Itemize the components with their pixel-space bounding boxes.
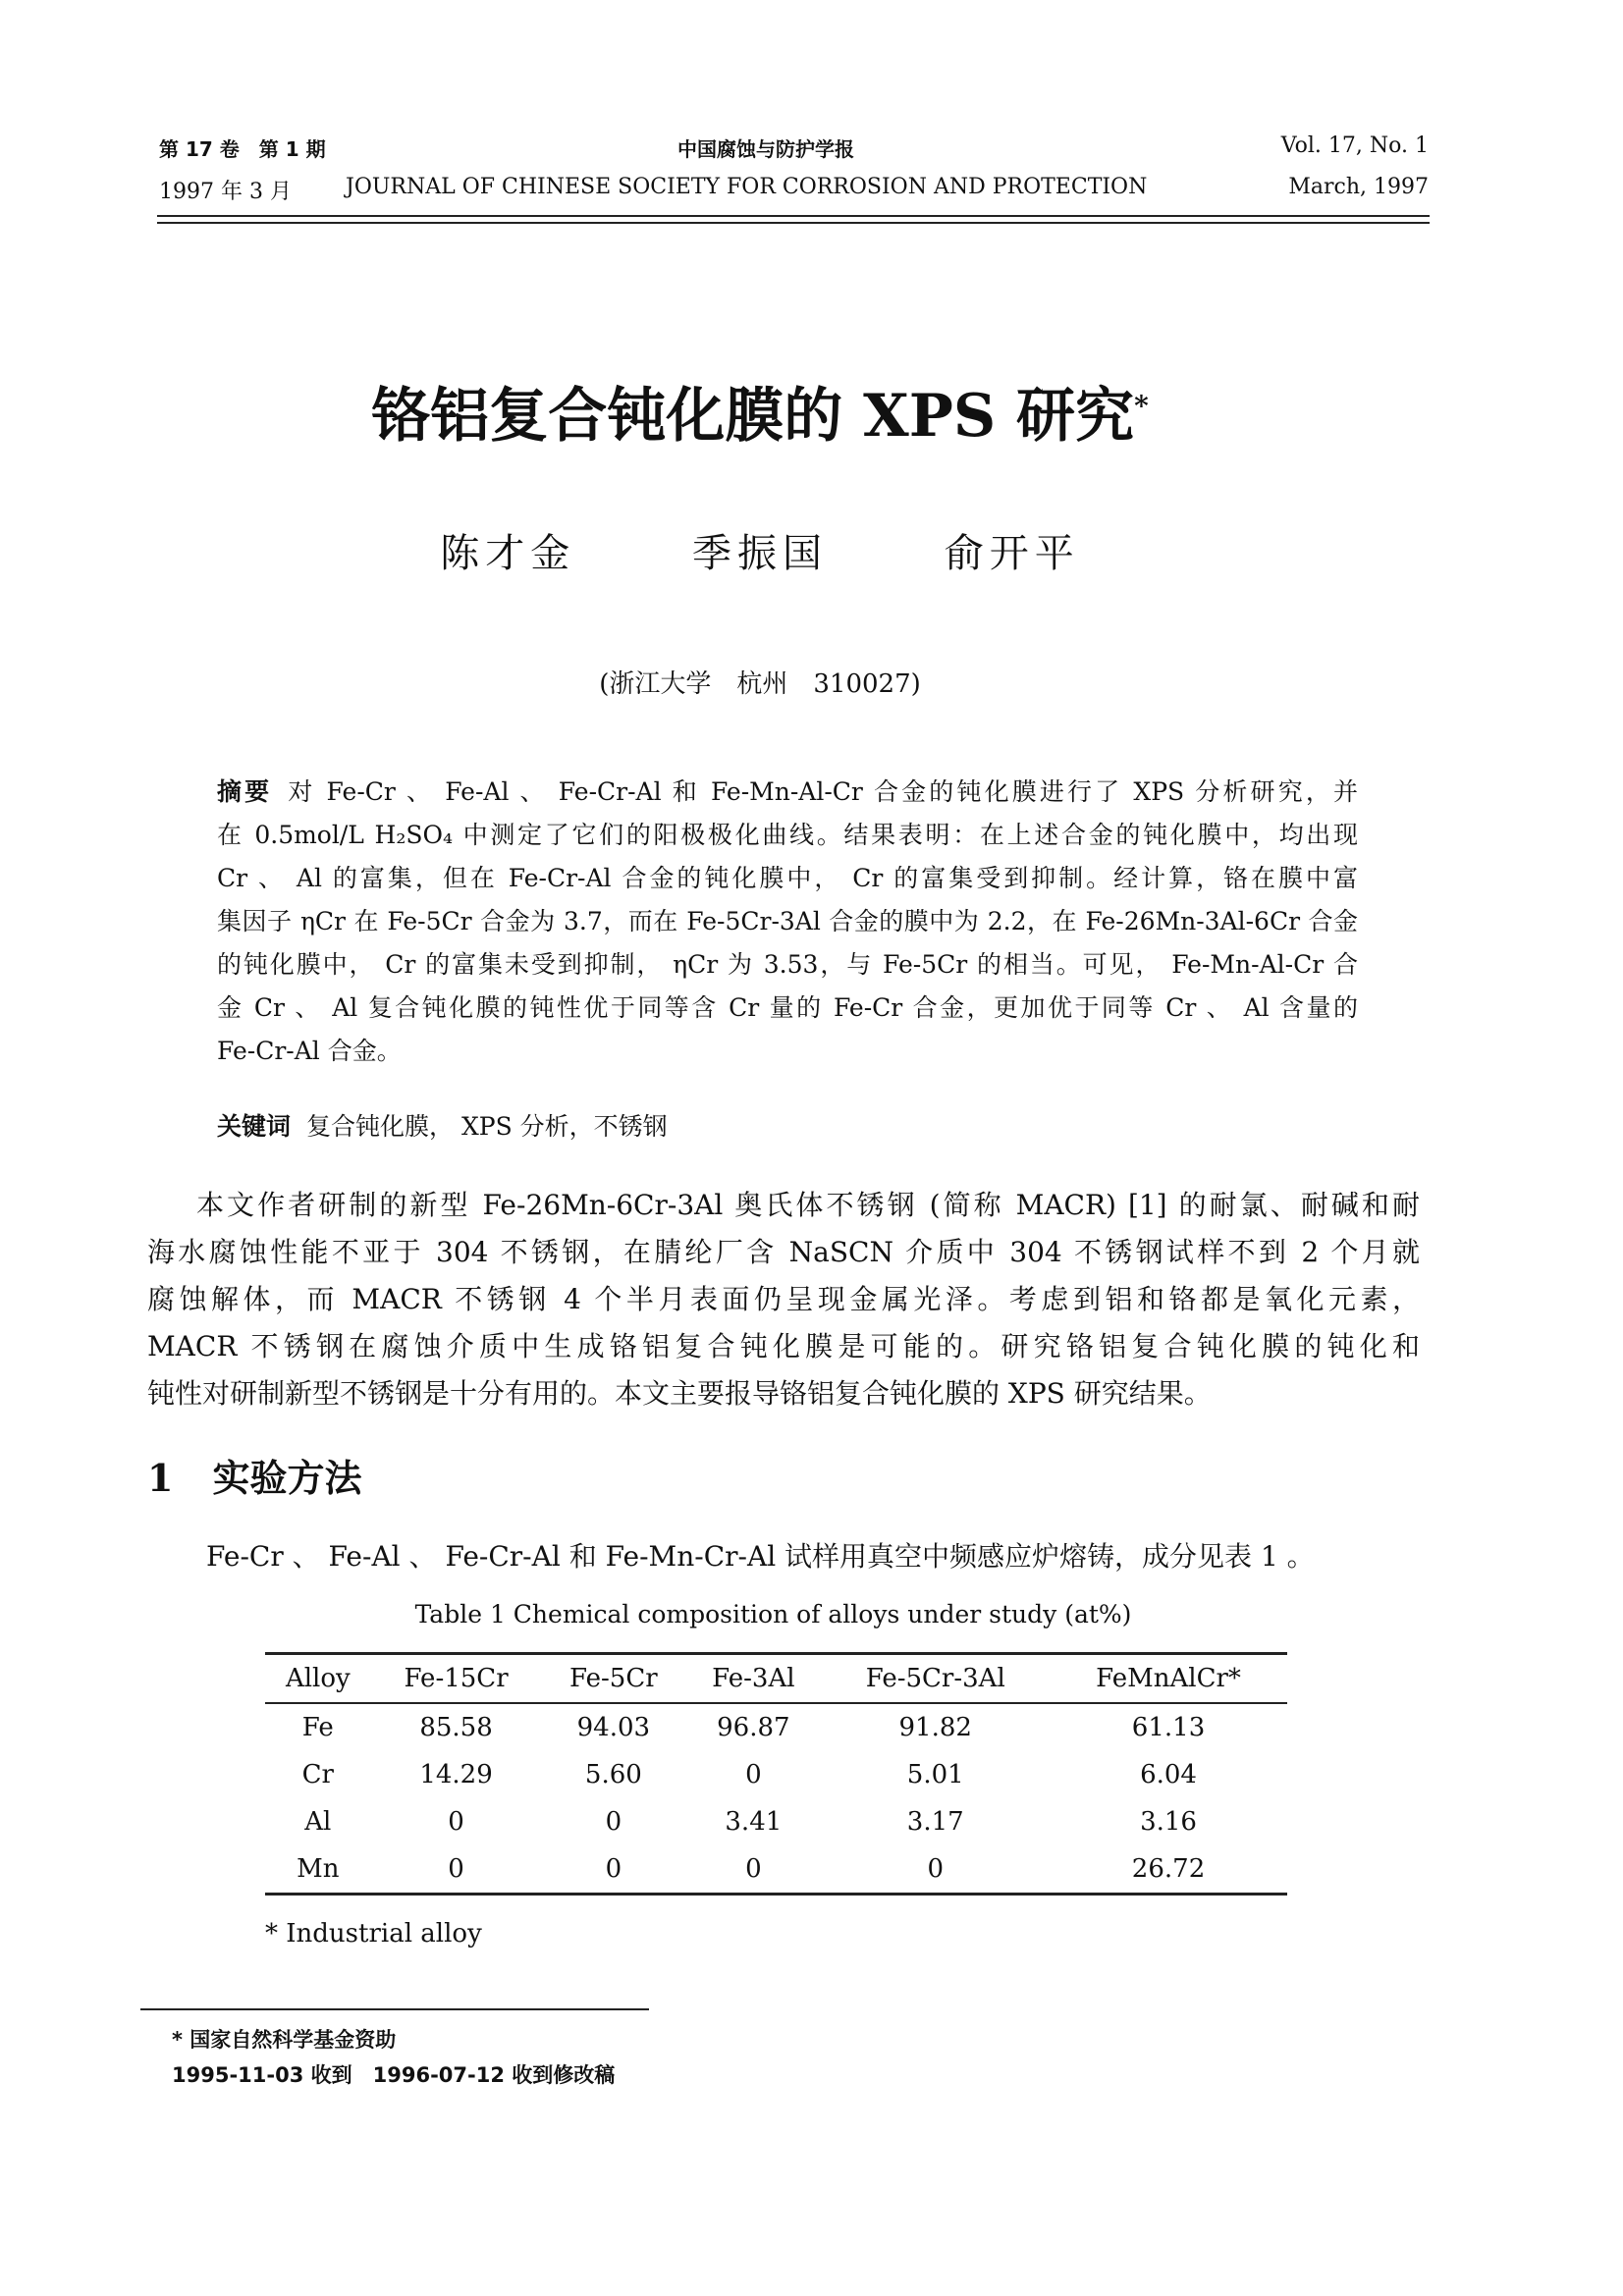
table-cell: 91.82 (898, 1713, 972, 1742)
row-label: Al (304, 1807, 332, 1837)
table-note: * Industrial alloy (265, 1919, 482, 1949)
table-cell: 0 (448, 1854, 464, 1884)
abstract-line (217, 773, 1358, 808)
section-title: 实验方法 (212, 1456, 362, 1500)
table-cell: 0 (927, 1854, 945, 1884)
title-text: 铬铝复合钝化膜的 XPS 研究 (371, 382, 1135, 451)
table-header-row (265, 1654, 1287, 1704)
intro-line: 海水腐蚀性能不亚于 304 不锈钢，在腈纶厂含 NaSCN 介质中 304 不锈钢试样不到 2 个月就 (147, 1236, 1420, 1268)
abstract-line: 在 0.5mol/L H₂SO₄ 中测定了它们的阳极极化曲线。结果表明：在上述合金的钝化膜中，均出现 (217, 821, 1358, 849)
keywords-text: 复合钝化膜， XPS 分析，不锈钢 (306, 1112, 668, 1141)
table-cell: 3.17 (906, 1807, 964, 1837)
date-cn: 1997 年 3 月 (159, 180, 292, 204)
title-footnote-mark: * (1134, 390, 1149, 422)
table-cell: 85.58 (419, 1713, 493, 1742)
intro-line: 本文作者研制的新型 Fe-26Mn-6Cr-3Al 奥氏体不锈钢 (简称 MACR) [1] 的耐氯、耐碱和耐 (196, 1189, 1420, 1221)
volume-issue-cn: 第 17 卷 第 1 期 (159, 137, 326, 161)
table-cell: 0 (605, 1854, 622, 1884)
date-en: March, 1997 (1288, 175, 1429, 199)
table-caption: Table 1 Chemical composition of alloys under study (at%) (414, 1600, 1132, 1629)
authors (0, 522, 1520, 578)
abstract-text: 对 Fe-Cr 、 Fe-Al 、 Fe-Cr-Al 和 Fe-Mn-Al-Cr 合金的钝化膜进行了 XPS 分析研究，并 (288, 777, 1358, 806)
table-cell: 14.29 (419, 1760, 493, 1789)
table-cell: 0 (745, 1760, 762, 1789)
table-row (265, 1798, 1287, 1845)
intro-line: 钝性对研制新型不锈钢是十分有用的。本文主要报导铬铝复合钝化膜的 XPS 研究结果。 (147, 1377, 1212, 1410)
row-label: Cr (301, 1760, 334, 1789)
table-cell: 6.04 (1140, 1760, 1197, 1789)
keywords (217, 1107, 1358, 1143)
funding-note: * 国家自然科学基金资助 (172, 2028, 397, 2052)
journal-name-cn: 中国腐蚀与防护学报 (677, 137, 854, 161)
row-label: Fe (301, 1713, 334, 1742)
section-number: 1 (147, 1456, 174, 1500)
abstract-line: 的钝化膜中， Cr 的富集未受到抑制， ηCr 为 3.53，与 Fe-5Cr 的相当。可见， Fe-Mn-Al-Cr 合 (217, 950, 1358, 979)
column-header: Fe-5Cr-3Al (865, 1664, 1005, 1693)
paper-title (0, 369, 1520, 454)
abstract-line: 金 Cr 、 Al 复合钝化膜的钝性优于同等含 Cr 量的 Fe-Cr 合金，更加优于同等 Cr 、 Al 含量的 (217, 993, 1358, 1022)
row-label: Mn (297, 1854, 340, 1884)
table-cell: 3.41 (725, 1807, 783, 1837)
table-row (265, 1703, 1287, 1751)
header-rule-top (157, 215, 1430, 217)
table-cell: 0 (605, 1807, 622, 1837)
section-heading (147, 1448, 361, 1502)
author: 季振国 (692, 531, 828, 576)
footnote-rule (140, 2008, 649, 2010)
column-header: Alloy (285, 1664, 351, 1693)
abstract-line: Fe-Cr-Al 合金。 (217, 1037, 402, 1065)
journal-name-en: JOURNAL OF CHINESE SOCIETY FOR CORROSION AND PROTECTION (346, 175, 1148, 199)
table-cell: 94.03 (576, 1713, 651, 1742)
intro-line: MACR 不锈钢在腐蚀介质中生成铬铝复合钝化膜是可能的。研究铬铝复合钝化膜的钝化和 (147, 1330, 1420, 1362)
table-cell: 0 (745, 1854, 762, 1884)
author: 陈才金 (440, 531, 576, 576)
author: 俞开平 (944, 531, 1080, 576)
abstract-label: 摘要 (217, 777, 273, 806)
received-dates: 1995-11-03 收到 1996-07-12 收到修改稿 (172, 2063, 616, 2087)
column-header: Fe-5Cr (569, 1664, 658, 1693)
section-text: Fe-Cr 、 Fe-Al 、 Fe-Cr-Al 和 Fe-Mn-Cr-Al 试样用真空中频感应炉熔铸，成分见表 1 。 (206, 1540, 1315, 1573)
table-cell: 0 (448, 1807, 464, 1837)
volume-issue-en: Vol. 17, No. 1 (1280, 133, 1429, 158)
column-header: Fe-3Al (712, 1664, 795, 1693)
table-cell: 5.60 (584, 1760, 642, 1789)
table-cell: 26.72 (1131, 1854, 1206, 1884)
abstract-line: Cr 、 Al 的富集，但在 Fe-Cr-Al 合金的钝化膜中， Cr 的富集受到抑制。经计算，铬在膜中富 (217, 864, 1358, 892)
table-cell: 96.87 (717, 1713, 790, 1742)
table-row (265, 1845, 1287, 1895)
intro-line: 腐蚀解体，而 MACR 不锈钢 4 个半月表面仍呈现金属光泽。考虑到铝和铬都是氧化元素， (147, 1283, 1420, 1315)
column-header: FeMnAlCr* (1096, 1664, 1241, 1693)
header-rule-bottom (157, 222, 1430, 224)
abstract-line: 集因子 ηCr 在 Fe-5Cr 合金为 3.7，而在 Fe-5Cr-3Al 合金的膜中为 2.2，在 Fe-26Mn-3Al-6Cr 合金 (217, 907, 1358, 935)
composition-table (265, 1652, 1287, 1896)
table-row (265, 1751, 1287, 1798)
affiliation: (浙江大学 杭州 310027) (599, 669, 921, 699)
column-header: Fe-15Cr (404, 1664, 509, 1693)
keywords-label: 关键词 (217, 1112, 292, 1141)
table-cell: 61.13 (1131, 1713, 1206, 1742)
table-cell: 5.01 (906, 1760, 964, 1789)
table-cell: 3.16 (1140, 1807, 1197, 1837)
